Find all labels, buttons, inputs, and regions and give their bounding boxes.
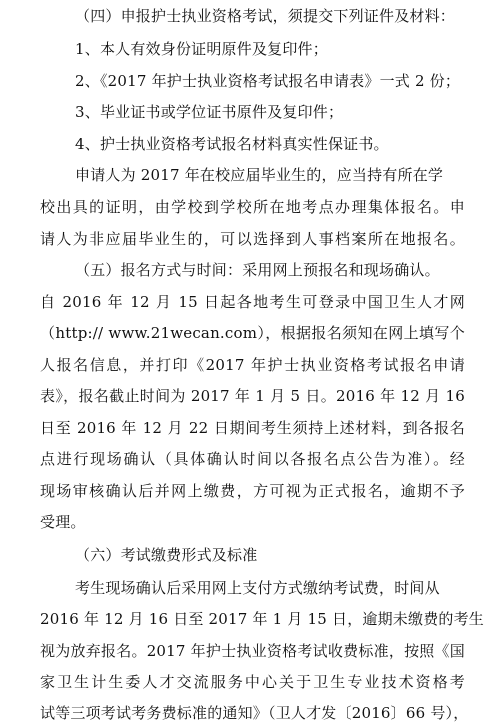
section5-line-5: 表》，报名截止时间为 2017 年 1 月 5 日。2016 年 12 月 16	[40, 387, 465, 405]
section5-line-7: 点进行现场确认（具体确认时间以各报名点公告为准）。经	[40, 450, 465, 468]
section4-item-1: 1、本人有效身份证明原件及复印件；	[75, 40, 328, 58]
section6-line-3: 视为放弃报名。2017 年护士执业资格考试收费标准，按照《国	[40, 642, 465, 660]
section5-line-2: 自 2016 年 12 月 15 日起各地考生可登录中国卫生人才网	[40, 293, 465, 311]
section6-line-4: 家卫生计生委人才交流服务中心关于卫生专业技术资格考	[40, 673, 465, 691]
section6-heading: （六）考试缴费形式及标准	[75, 546, 258, 564]
section6-line-2: 2016 年 12 月 16 日至 2017 年 1 月 15 日，逾期未缴费的考生	[40, 610, 485, 628]
section5-line-4: 人报名信息，并打印《2017 年护士执业资格考试报名申请	[40, 356, 465, 374]
section6-line-5: 试等三项考试考务费标准的通知》（卫人才发〔2016〕66 号），	[40, 704, 469, 722]
section4-note-line-3: 请人为非应届毕业生的，可以选择到人事档案所在地报名。	[40, 230, 465, 248]
section6-line-1: 考生现场确认后采用网上支付方式缴纳考试费，时间从	[75, 579, 440, 597]
section5-line-8: 现场审核确认后并网上缴费，方可视为正式报名，逾期不予	[40, 482, 465, 500]
section4-item-2: 2、《2017 年护士执业资格考试报名申请表》一式 2 份；	[75, 72, 461, 90]
section4-heading: （四）申报护士执业资格考试，须提交下列证件及材料：	[75, 7, 456, 25]
section4-note-line-1: 申请人为 2017 年在校应届毕业生的，应当持有所在学	[75, 166, 444, 184]
section5-line-3: （http:// www.21wecan.com），根据报名须知在网上填写个	[40, 324, 465, 342]
section4-item-4: 4、护士执业资格考试报名材料真实性保证书。	[75, 135, 389, 153]
section5-heading-line: （五）报名方式与时间：采用网上预报名和现场确认。	[75, 261, 440, 279]
section4-item-3: 3、毕业证书或学位证书原件及复印件；	[75, 103, 344, 121]
section4-note-line-2: 校出具的证明，由学校到学校所在地考点办理集体报名。申	[40, 198, 465, 216]
section5-line-9: 受理。	[40, 513, 86, 531]
section5-line-6: 日至 2016 年 12 月 22 日期间考生须持上述材料，到各报名	[40, 419, 465, 437]
